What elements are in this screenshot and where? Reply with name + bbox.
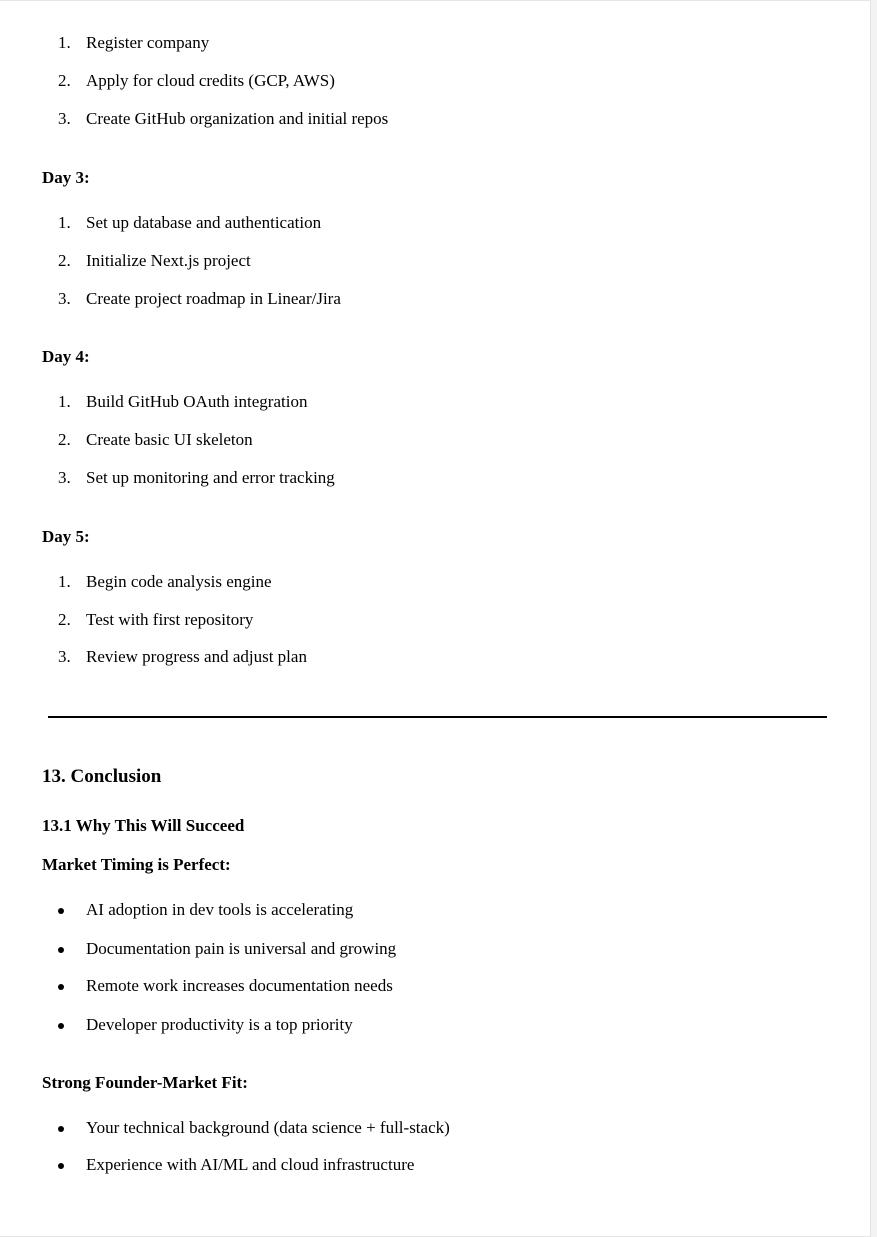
bullet-icon	[58, 1023, 64, 1029]
list-number: 2.	[58, 71, 71, 90]
horizontal-divider	[48, 716, 827, 718]
section-title: 13. Conclusion	[42, 766, 162, 787]
list-number: 3.	[58, 647, 71, 666]
bullet-item-text: Documentation pain is universal and growing	[86, 939, 397, 958]
list-item-text: Test with first repository	[86, 610, 254, 629]
list-item-text: Register company	[86, 33, 210, 52]
list-number: 2.	[58, 610, 71, 629]
list-number: 3.	[58, 289, 71, 308]
list-item-text: Begin code analysis engine	[86, 572, 272, 591]
day5-heading: Day 5:	[42, 527, 90, 546]
list-item-text: Review progress and adjust plan	[86, 647, 307, 666]
day3-heading: Day 3:	[42, 168, 90, 187]
list-item-text: Create GitHub organization and initial repos	[86, 109, 389, 128]
list-number: 2.	[58, 251, 71, 270]
list-item-text: Set up database and authentication	[86, 213, 322, 232]
list-item-text: Set up monitoring and error tracking	[86, 468, 335, 487]
list-number: 1.	[58, 213, 71, 232]
bullet-item-text: Your technical background (data science + full-stack)	[86, 1118, 450, 1137]
list-item-text: Create basic UI skeleton	[86, 430, 253, 449]
list-number: 1.	[58, 33, 71, 52]
bullet-icon	[58, 1126, 64, 1132]
bullet-icon	[58, 1163, 64, 1169]
list-item-text: Build GitHub OAuth integration	[86, 392, 308, 411]
bullet-item-text: Experience with AI/ML and cloud infrastructure	[86, 1155, 415, 1174]
bullet-item-text: Developer productivity is a top priority	[86, 1015, 353, 1034]
day4-heading: Day 4:	[42, 347, 90, 366]
list-number: 3.	[58, 468, 71, 487]
founder-fit-heading: Strong Founder-Market Fit:	[42, 1073, 248, 1092]
bullet-icon	[58, 984, 64, 990]
market-timing-heading: Market Timing is Perfect:	[42, 855, 231, 874]
list-item-text: Initialize Next.js project	[86, 251, 251, 270]
bullet-item-text: AI adoption in dev tools is accelerating	[86, 900, 354, 919]
list-number: 1.	[58, 392, 71, 411]
bullet-icon	[58, 947, 64, 953]
list-number: 3.	[58, 109, 71, 128]
list-item-text: Apply for cloud credits (GCP, AWS)	[86, 71, 335, 90]
subsection-title: 13.1 Why This Will Succeed	[42, 816, 245, 835]
viewer-edge	[870, 0, 877, 1237]
list-number: 2.	[58, 430, 71, 449]
list-item-text: Create project roadmap in Linear/Jira	[86, 289, 341, 308]
bullet-icon	[58, 908, 64, 914]
bullet-item-text: Remote work increases documentation needs	[86, 976, 393, 995]
list-number: 1.	[58, 572, 71, 591]
